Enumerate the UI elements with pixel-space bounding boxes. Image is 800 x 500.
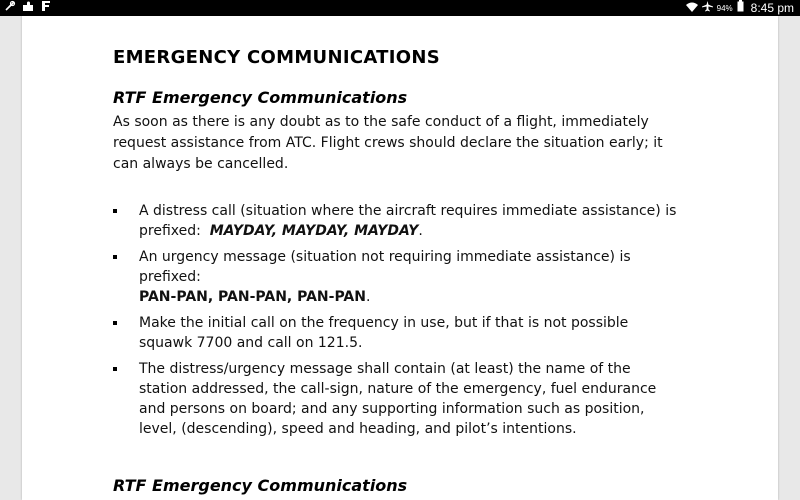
bullet-marker xyxy=(113,209,117,213)
bullet-marker xyxy=(113,321,117,325)
bullet-text: squawk 7700 and call on 121.5. xyxy=(139,335,363,351)
wifi-icon xyxy=(686,0,698,17)
bullet-text-end: . xyxy=(365,289,371,305)
bullet-marker xyxy=(113,255,117,259)
bullet-text: station addressed, the call-sign, nature of the emergency, fuel endurance xyxy=(139,381,657,397)
bullet-urgency-message xyxy=(113,247,733,307)
puzzle-icon xyxy=(22,0,34,17)
battery-percent: 94% xyxy=(716,3,733,13)
bullet-initial-call xyxy=(113,313,733,353)
document-page[interactable] xyxy=(22,16,778,500)
bullet-text xyxy=(139,221,733,241)
bullet-text-prefix: prefixed: xyxy=(139,223,210,239)
status-bar-notifications xyxy=(4,1,52,15)
app-icon xyxy=(40,0,52,17)
status-bar xyxy=(0,0,800,16)
intro-line: As soon as there is any doubt as to the safe conduct of a flight, immediately xyxy=(113,114,649,130)
bullet-text: An urgency message (situation not requiring immediate assistance) is xyxy=(139,249,631,265)
document-title: EMERGENCY COMMUNICATIONS xyxy=(113,47,440,68)
clock: 8:45 pm xyxy=(750,1,794,15)
bullet-text: A distress call (situation where the aircraft requires immediate assistance) is xyxy=(139,203,677,219)
bullet-text xyxy=(139,287,733,307)
intro-line: request assistance from ATC. Flight crews should declare the situation early; it xyxy=(113,135,663,151)
battery-icon xyxy=(737,0,744,17)
bullet-marker xyxy=(113,367,117,371)
bullet-list xyxy=(113,201,733,445)
bullet-distress-call xyxy=(113,201,733,241)
bullet-text: prefixed: xyxy=(139,269,201,285)
status-bar-system xyxy=(686,0,794,16)
intro-paragraph xyxy=(113,112,733,175)
bullet-text: level, (descending), speed and heading, and pilot’s intentions. xyxy=(139,421,577,437)
section-heading: RTF Emergency Communications xyxy=(113,88,408,107)
intro-line: can always be cancelled. xyxy=(113,156,289,172)
bullet-text: The distress/urgency message shall contain (at least) the name of the xyxy=(139,361,631,377)
airplane-mode-icon xyxy=(702,0,713,17)
pan-pan-phrase: PAN-PAN, PAN-PAN, PAN-PAN xyxy=(139,289,366,305)
bullet-text: and persons on board; and any supporting information such as position, xyxy=(139,401,645,417)
tools-icon xyxy=(4,0,16,17)
bullet-text: Make the initial call on the frequency in use, but if that is not possible xyxy=(139,315,629,331)
bullet-text-end: . xyxy=(418,223,423,239)
mayday-phrase: MAYDAY, MAYDAY, MAYDAY xyxy=(209,223,419,239)
bullet-message-content xyxy=(113,359,733,439)
next-section-heading: RTF Emergency Communications xyxy=(113,476,408,495)
